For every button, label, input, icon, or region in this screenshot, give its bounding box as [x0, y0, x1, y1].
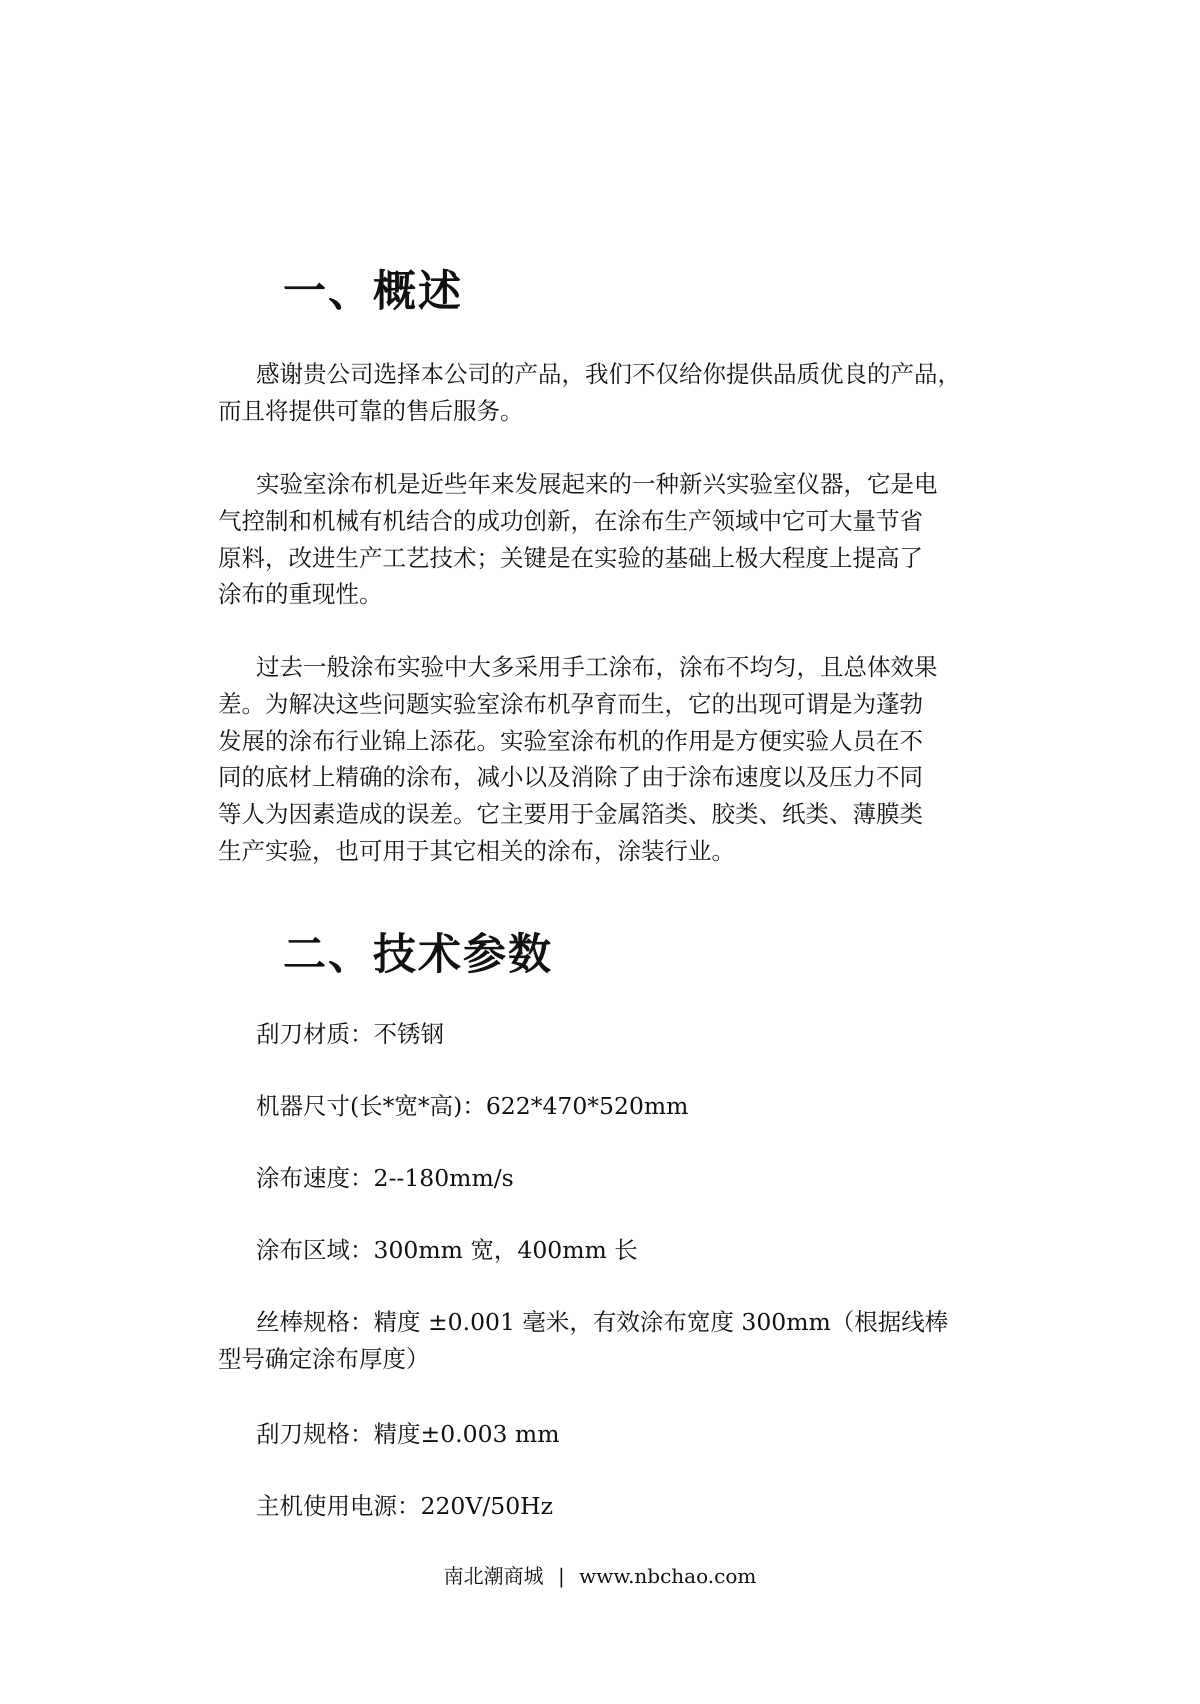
text-line: 差。为解决这些问题实验室涂布机孕育而生，它的出现可谓是为蓬勃	[218, 689, 923, 718]
text-line: 发展的涂布行业锦上添花。实验室涂布机的作用是方便实验人员在不	[218, 726, 923, 755]
section-1-title: 一、概述	[283, 267, 463, 317]
text-line: 丝棒规格：精度 ±0.001 毫米，有效涂布宽度 300mm（根据线棒	[256, 1308, 949, 1336]
spec-machine-dimensions: 机器尺寸(长*宽*高)：622*470*520mm	[256, 1092, 689, 1120]
spec-wire-rod	[218, 1304, 998, 1378]
text-line: 感谢贵公司选择本公司的产品，我们不仅给你提供品质优良的产品，	[256, 360, 961, 388]
text-line: 气控制和机械有机结合的成功创新，在涂布生产领域中它可大量节省	[218, 506, 923, 535]
overview-paragraph-2	[218, 466, 998, 613]
footer-url-link[interactable]: www.nbchao.com	[579, 1564, 757, 1588]
text-line: 同的底材上精确的涂布，减小以及消除了由于涂布速度以及压力不同	[218, 763, 923, 792]
text-line: 生产实验，也可用于其它相关的涂布，涂装行业。	[218, 836, 735, 865]
spec-power-supply: 主机使用电源：220V/50Hz	[256, 1492, 554, 1520]
text-line: 实验室涂布机是近些年来发展起来的一种新兴实验室仪器，它是电	[256, 470, 938, 498]
overview-paragraph-1	[218, 356, 998, 430]
text-line: 等人为因素造成的误差。它主要用于金属箔类、胶类、纸类、薄膜类	[218, 800, 923, 829]
page-footer	[0, 1560, 1200, 1589]
spec-coating-speed: 涂布速度：2--180mm/s	[256, 1164, 514, 1192]
footer-site-name: 南北潮商城	[443, 1564, 544, 1588]
section-2-title: 二、技术参数	[283, 930, 553, 980]
spec-blade-material: 刮刀材质：不锈钢	[256, 1020, 444, 1048]
text-line: 过去一般涂布实验中大多采用手工涂布，涂布不均匀，且总体效果	[256, 653, 938, 681]
spec-blade-precision: 刮刀规格：精度±0.003 mm	[256, 1420, 560, 1448]
text-line: 型号确定涂布厚度）	[218, 1344, 430, 1373]
overview-paragraph-3	[218, 649, 998, 870]
text-line: 涂布的重现性。	[218, 580, 383, 609]
footer-separator: |	[557, 1564, 565, 1588]
text-line: 而且将提供可靠的售后服务。	[218, 396, 524, 425]
text-line: 原料，改进生产工艺技术；关键是在实验的基础上极大程度上提高了	[218, 543, 923, 572]
spec-coating-area: 涂布区域：300mm 宽，400mm 长	[256, 1236, 638, 1264]
